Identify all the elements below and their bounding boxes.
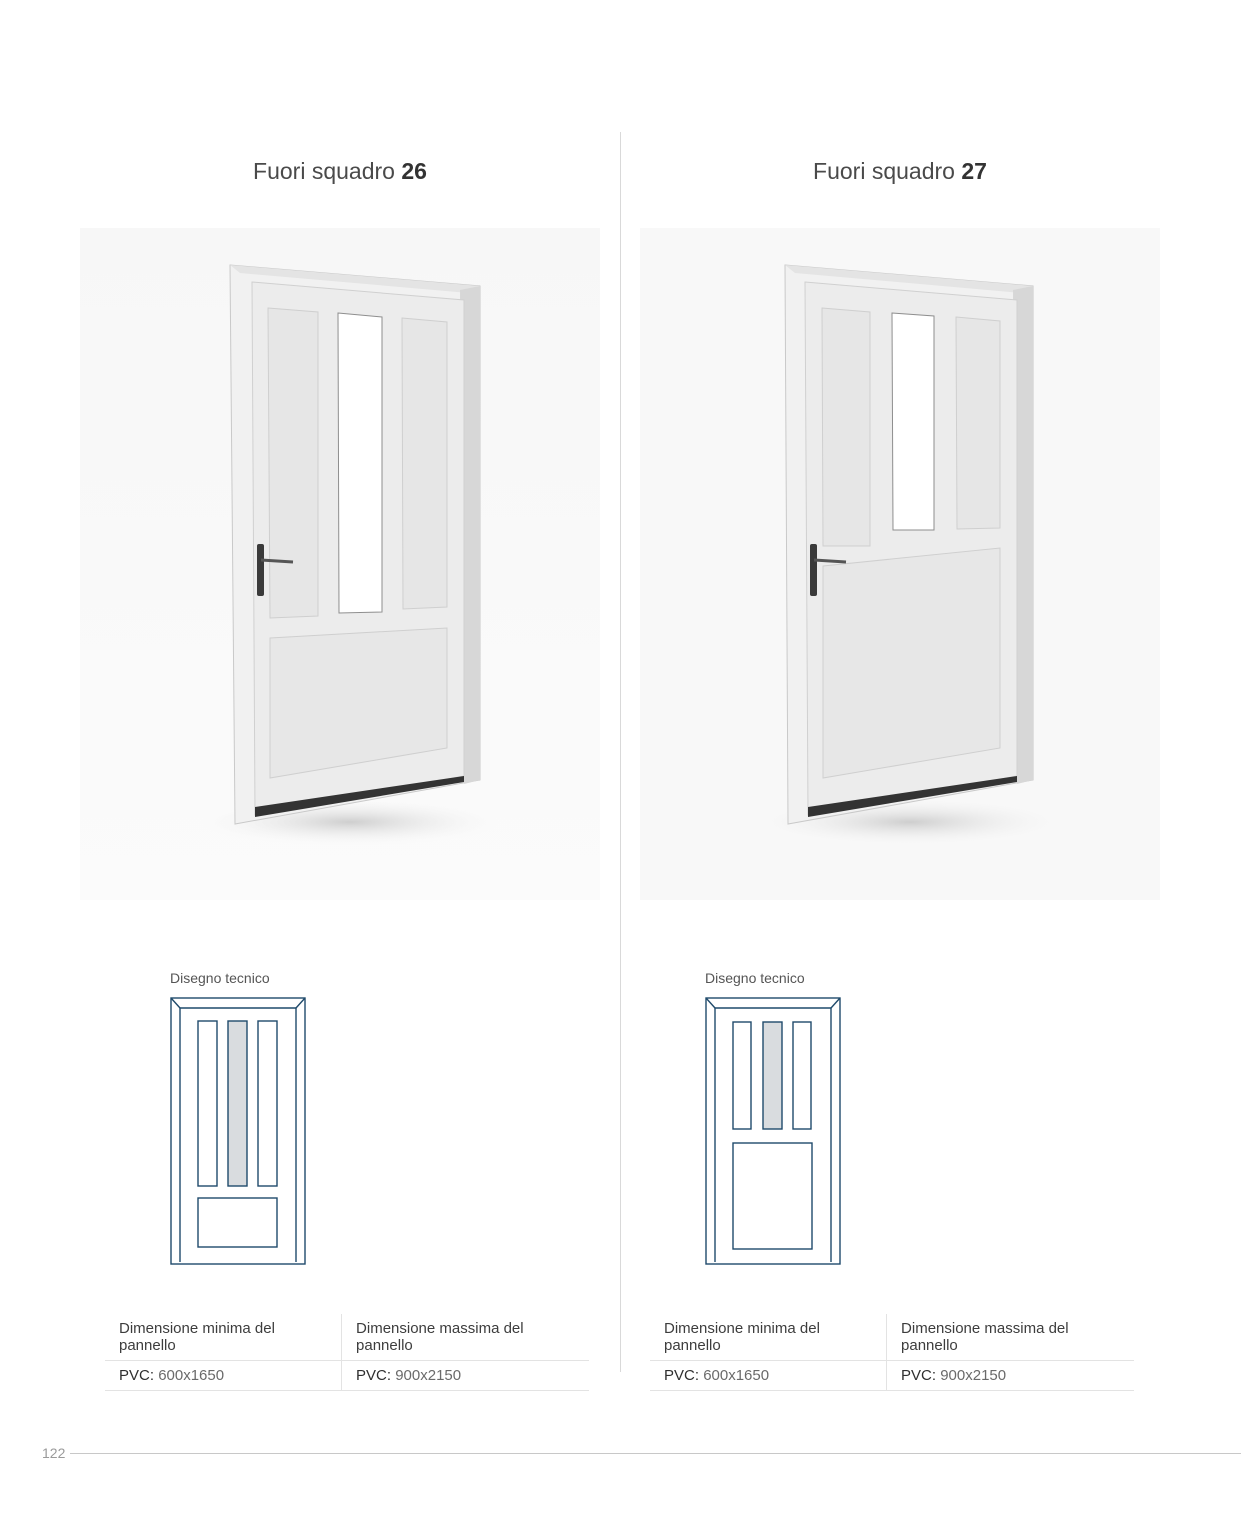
door-27-tech-label: Disegno tecnico <box>705 970 805 986</box>
spec-header-max: Dimensione massima del pannello <box>342 1314 589 1361</box>
spec-header-max: Dimensione massima del pannello <box>887 1314 1134 1361</box>
door-27-title: Fuori squadro 27 <box>813 158 987 184</box>
door-26-section <box>60 0 620 1420</box>
spec-value-min: PVC: 600x1650 <box>650 1361 887 1391</box>
door-26-spec-table <box>105 1314 589 1391</box>
door-27-photo <box>640 228 1160 900</box>
door-26-photo <box>80 228 600 900</box>
spec-value-max: PVC: 900x2150 <box>887 1361 1134 1391</box>
door-26-technical-drawing <box>170 996 306 1266</box>
spec-value-min: PVC: 600x1650 <box>105 1361 342 1391</box>
door-27-technical-drawing <box>705 996 841 1266</box>
page-number: 122 <box>42 1445 66 1461</box>
door-27-section <box>620 0 1180 1420</box>
footer-rule <box>70 1453 1241 1454</box>
door-26-title: Fuori squadro 26 <box>253 158 427 184</box>
door-27-spec-table <box>650 1314 1134 1391</box>
spec-header-min: Dimensione minima del pannello <box>105 1314 342 1361</box>
door-26-tech-label: Disegno tecnico <box>170 970 270 986</box>
spec-value-max: PVC: 900x2150 <box>342 1361 589 1391</box>
spec-header-min: Dimensione minima del pannello <box>650 1314 887 1361</box>
